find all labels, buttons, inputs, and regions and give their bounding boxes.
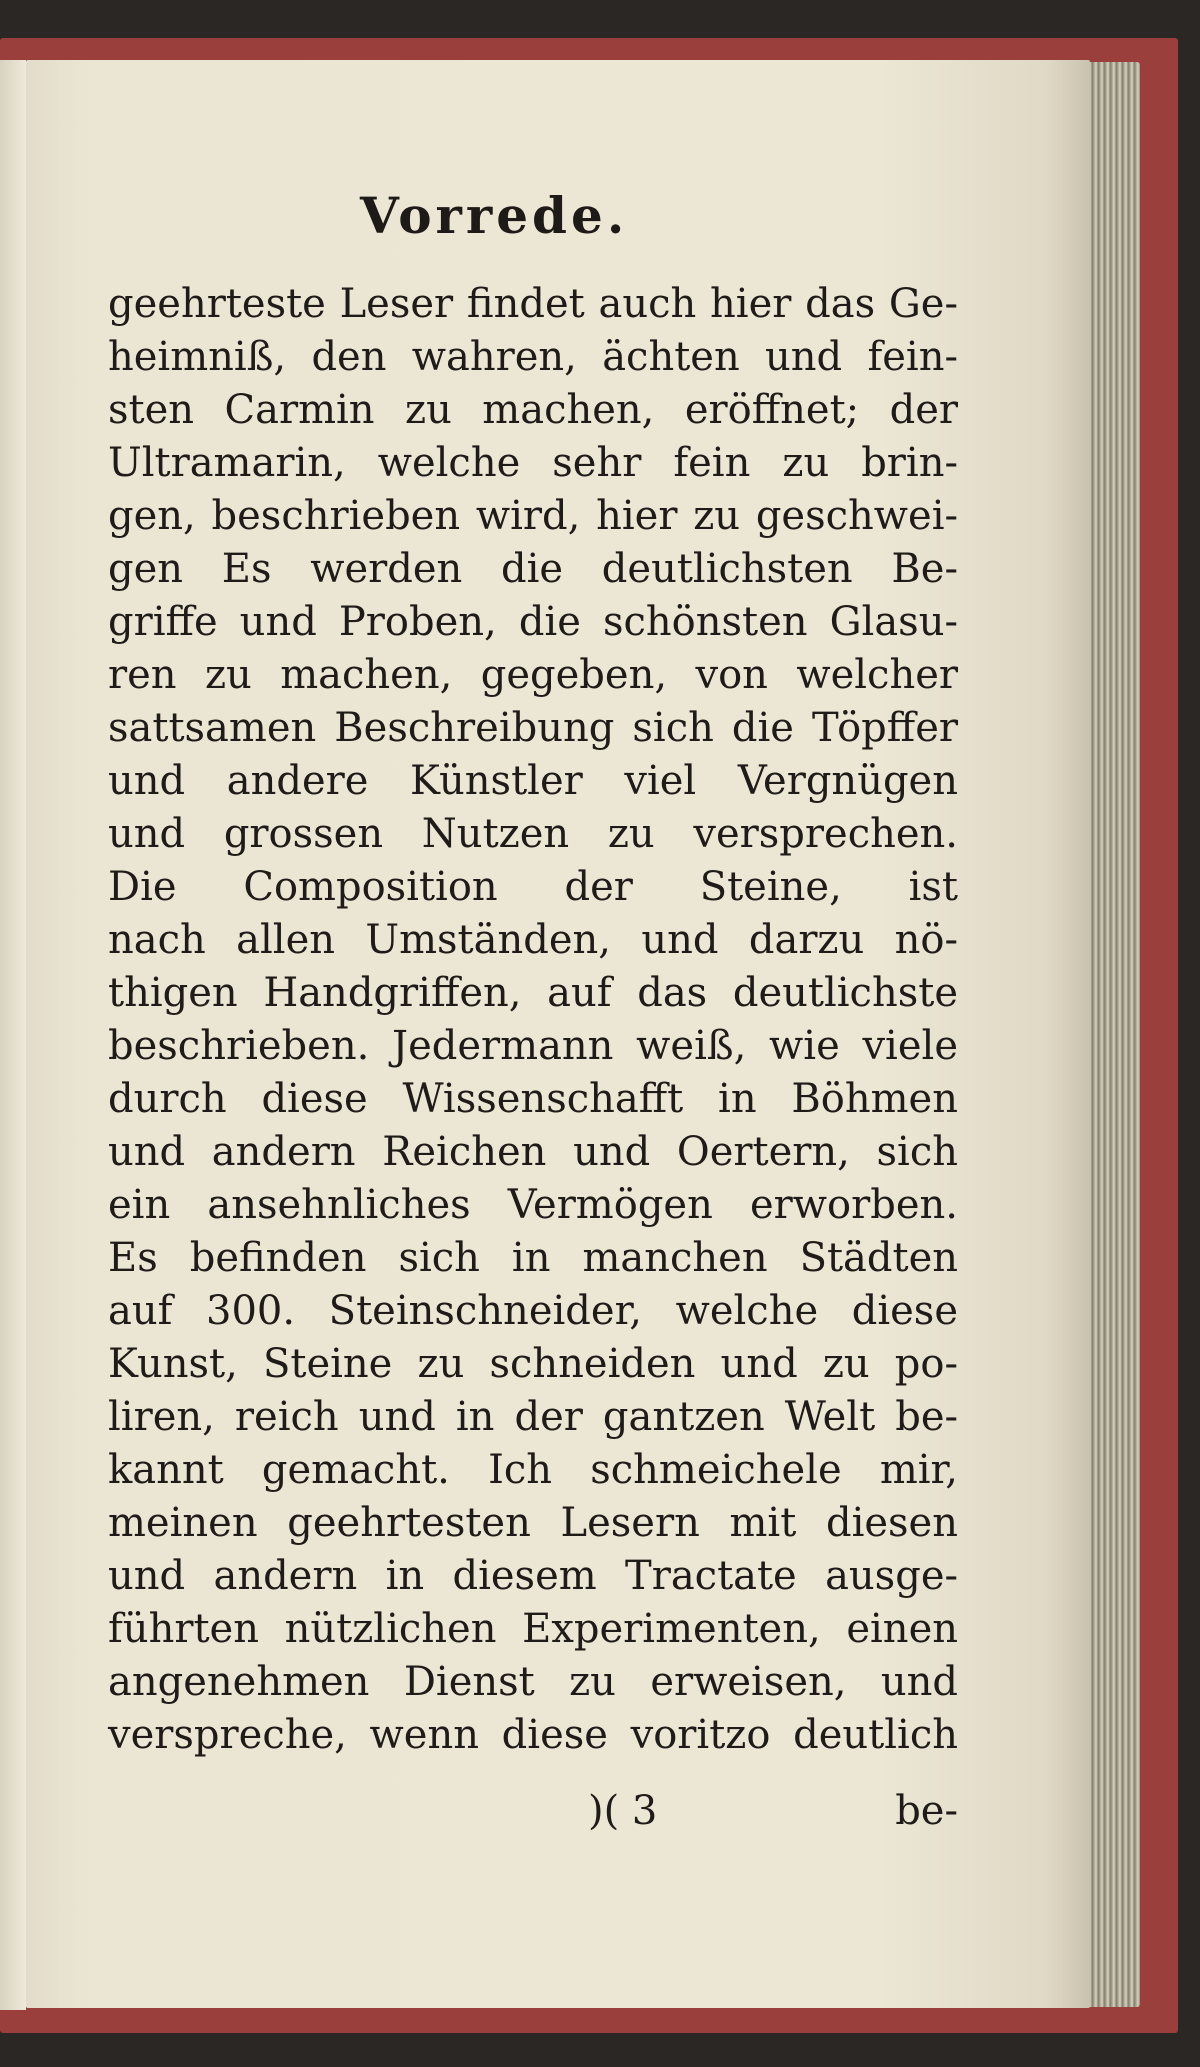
text-line: angenehmen Dienst zu erweisen, und [108,1659,958,1705]
text-line: ren zu machen, gegeben, von welcher [108,652,958,698]
text-line: griffe und Proben, die schönsten Glasu- [108,599,958,645]
running-head: Vorrede. [360,186,629,245]
text-line: thigen Handgriffen, auf das deutlichste [108,970,958,1016]
signature-mark: )( 3 [588,1788,658,1834]
text-line: liren, reich und in der gantzen Welt be- [108,1394,958,1440]
text-line: gen Es werden die deutlichsten Be- [108,546,958,592]
text-line: und grossen Nutzen zu versprechen. [108,811,958,857]
catchword: be- [895,1788,958,1834]
text-line: gen, beschrieben wird, hier zu geschwei- [108,493,958,539]
text-line: Die Composition der Steine, ist [108,864,958,910]
text-line: führten nützlichen Experimenten, einen [108,1606,958,1652]
text-line: beschrieben. Jedermann weiß, wie viele [108,1023,958,1069]
page-footer [108,1788,958,1848]
text-line: auf 300. Steinschneider, welche diese [108,1288,958,1334]
text-line: und andere Künstler viel Vergnügen [108,758,958,804]
body-text [108,278,958,1762]
text-line: durch diese Wissenschafft in Böhmen [108,1076,958,1122]
text-line: und andern in diesem Tractate ausge- [108,1553,958,1599]
text-line: Ultramarin, welche sehr fein zu brin- [108,440,958,486]
text-line: geehrteste Leser findet auch hier das Ge- [108,281,958,327]
text-line: meinen geehrtesten Lesern mit diesen [108,1500,958,1546]
text-line: Kunst, Steine zu schneiden und zu po- [108,1341,958,1387]
text-line: kannt gemacht. Ich schmeichele mir, [108,1447,958,1493]
text-line: sten Carmin zu machen, eröffnet; der [108,387,958,433]
text-line: heimniß, den wahren, ächten und fein- [108,334,958,380]
text-line: nach allen Umständen, und darzu nö- [108,917,958,963]
facing-page-edge [0,60,26,2010]
text-line: sattsamen Beschreibung sich die Töpffer [108,705,958,751]
text-line: verspreche, wenn diese voritzo deutlich [108,1712,958,1758]
text-line: ein ansehnliches Vermögen erworben. [108,1182,958,1228]
text-line: Es befinden sich in manchen Städten [108,1235,958,1281]
text-line: und andern Reichen und Oertern, sich [108,1129,958,1175]
